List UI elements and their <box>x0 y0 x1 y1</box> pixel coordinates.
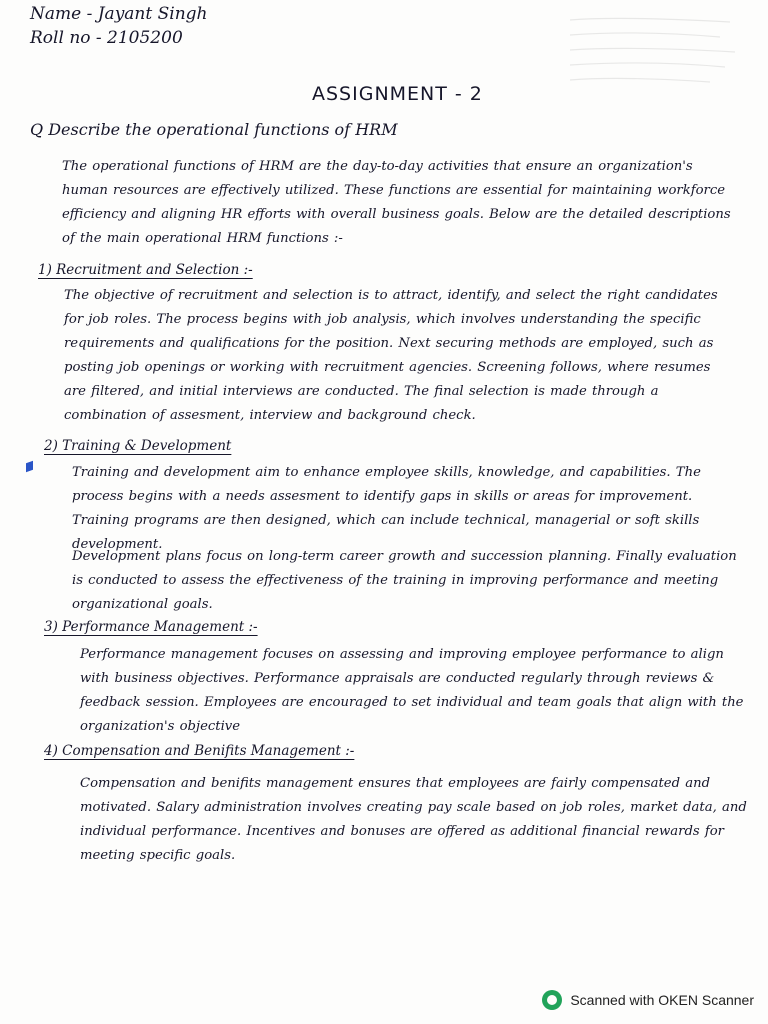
oken-scanner-logo-icon <box>542 990 562 1010</box>
section-2-paragraph-1: Training and development aim to enhance employee skills, knowledge, and capabilities. The process begins with a needs assesment to identify gaps in skills or areas for improvement. Training programs are then designed, which can include technical, managerial or soft skills development. <box>72 465 701 552</box>
scanner-watermark <box>542 990 754 1010</box>
section-4-title: 4) Compensation and Benifits Management :- <box>44 743 355 759</box>
roll-number: Roll no - 2105200 <box>30 28 183 48</box>
section-2-title: 2) Training & Development <box>44 438 232 454</box>
bleed-through-text <box>560 10 740 100</box>
ink-mark <box>26 461 33 473</box>
section-4-paragraph: Compensation and benifits management ensures that employees are fairly compensated and motivated. Salary administration involves creating pay scale based on job roles, market data, and individual performance. Incentives and bonuses are offered as additional financial rewards for meeting specific goals. <box>80 776 747 863</box>
section-1-paragraph: The objective of recruitment and selection is to attract, identify, and select the right candidates for job roles. The process begins with job analysis, which involves understanding the specific requirements and qualifications for the position. Next securing methods are employed, such as posting job openings or working with recruitment agencies. Screening follows, where resumes are filtered, and initial interviews are conducted. The final selection is made through a combination of assesment, interview and background check. <box>64 288 718 423</box>
section-3-title: 3) Performance Management :- <box>44 619 258 635</box>
scanner-text: Scanned with OKEN Scanner <box>570 992 754 1008</box>
section-2-paragraph-2: Development plans focus on long-term career growth and succession planning. Finally evaluation is conducted to assess the effectiveness of the training in improving performance and meeting organizational goals. <box>72 549 737 612</box>
section-1-title: 1) Recruitment and Selection :- <box>38 262 253 278</box>
question-text: Q Describe the operational functions of HRM <box>30 120 398 139</box>
student-name: Name - Jayant Singh <box>30 4 208 24</box>
assignment-title: ASSIGNMENT - 2 <box>312 83 483 105</box>
section-3-paragraph: Performance management focuses on assessing and improving employee performance to align with business objectives. Performance appraisals are conducted regularly through reviews & feedback session. Employees are encouraged to set individual and team goals that align with the organization's objective <box>80 647 744 734</box>
intro-paragraph: The operational functions of HRM are the day-to-day activities that ensure an organization's human resources are effectively utilized. These functions are essential for maintaining workforce efficiency and aligning HR efforts with overall business goals. Below are the detailed descriptions of the main operational HRM functions :- <box>62 159 731 246</box>
